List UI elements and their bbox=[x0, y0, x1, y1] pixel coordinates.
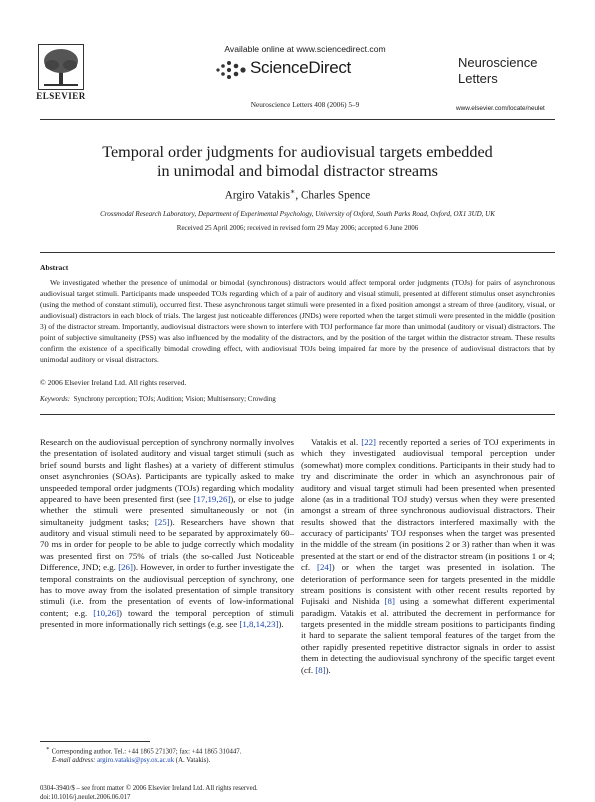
body-text: ). Researchers have shown that auditory and visual stimuli need to be separated by approximately 60–70 ms in order for people to be able to judge correctly which modality was presented first on 75% of trials (the so-called Just Noticeable Difference, JND; e.g. bbox=[40, 516, 294, 573]
footnote bbox=[40, 745, 294, 765]
citation-link[interactable]: [17,19,26] bbox=[193, 493, 231, 504]
body-column-left bbox=[40, 437, 294, 630]
author-name: Argiro Vatakis bbox=[224, 189, 290, 202]
author-name: Charles Spence bbox=[300, 189, 371, 202]
body-text: using a somewhat different experimental paradigm. Vatakis et al. attributed the decrement in performance for targets presented in the middle stream positions to participants finding it hard to separate the salient temporal features of the target from the other rapidly presented repetitive distractor signals in order to assist them in detecting the audiovisual synchrony of the specific target event (cf. bbox=[301, 596, 555, 675]
keywords-list: Synchrony perception; TOJs; Audition; Vision; Multisensory; Crowding bbox=[73, 395, 276, 403]
journal-name-line2: Letters bbox=[458, 71, 498, 86]
body-text: ) toward the temporal perception of stimuli presented in more informationally rich settings (e.g. see bbox=[40, 607, 294, 629]
abstract-top-divider bbox=[40, 252, 555, 253]
body-text: Vatakis et al. bbox=[311, 437, 362, 447]
body-text: ). bbox=[278, 619, 284, 629]
corresponding-author-mark[interactable]: ∗ bbox=[289, 187, 296, 196]
email-link[interactable]: argiro.vatakis@psy.ox.ac.uk bbox=[97, 757, 175, 765]
sciencedirect-dots-icon bbox=[214, 59, 248, 81]
body-text: ). bbox=[325, 664, 331, 675]
abstract-text: We investigated whether the presence of unimodal or bimodal (synchronous) distractors would affect temporal order judgments (TOJs) for pairs of asynchronous audiovisual target stimuli. Participants made unspeeded TOJs regarding which of a pair of auditory and visual stimuli, presented at different stimulus onset asynchronies (using the method of constant stimuli), occurred first. These asynchronous target stimuli were presented in a fixed position amongst a stream of three (auditory, visual, or audiovisual) distractors in each block of trials. The largest just noticeable differences (JNDs) were reported when the target stimuli were presented in the middle (position 3) of the distractor stream. Importantly, audiovisual distractors were shown to interfere with TOJ performance far more than unimodal (auditory or visual) distractors. The point of subjective simultaneity (PSS) was also influenced by the modality of the distractors, and by the position of the target within the distractor stream. These results confirm the existence of a specifically bimodal crowding effect, with audiovisual TOJs being impaired far more by the presence of audiovisual distractors that by unimodal auditory or visual distractors. bbox=[40, 278, 555, 364]
body-text: ), or else to judge whether the stimuli were presented simultaneously or not (in simultaneity judgment tasks; bbox=[40, 493, 294, 527]
citation-link[interactable]: [1,8,14,23] bbox=[239, 619, 279, 629]
abstract-heading: Abstract bbox=[40, 263, 69, 272]
body-text: Research on the audiovisual perception of synchrony normally involves the presentation of isolated auditory and visual target stimuli (such as brief sound bursts and light flashes) at a variety of different stimulus onset asynchronies (SOAs). Participants are typically asked to make unspeeded temporal order judgments (TOJs) regarding which modality appeared to have been presented first (see bbox=[40, 437, 294, 504]
publisher-name: ELSEVIER bbox=[36, 91, 86, 101]
author-list bbox=[40, 187, 555, 202]
body-text: recently reported a series of TOJ experiments in which they investigated audiovisual temporal perception under (somewhat) more complex conditions. Participants in their study had to try and discriminate the order in which an asynchronous pair of auditory and visual target stimuli had been presented when presented alone (as in a traditional TOJ study) versus when they were presented amongst a stream of three synchronous audiovisual distractors. Their results showed that the distractors interfered maximally with the accuracy of participants' TOJ responses when the target was presented in the middle of the stream (in positions 2 or 3) rather than when it was presented at the start or end of the distractor stream (in positions 1 or 4; cf. bbox=[301, 437, 555, 573]
footnote-divider bbox=[40, 741, 150, 742]
received-dates: Received 25 April 2006; received in revised form 29 May 2006; accepted 6 June 2006 bbox=[176, 224, 419, 232]
author-separator: , bbox=[295, 189, 301, 202]
elsevier-tree-icon bbox=[38, 44, 84, 90]
email-suffix: (A. Vatakis). bbox=[174, 757, 211, 765]
footnote-email-line bbox=[40, 756, 294, 765]
footnote-mark: ∗ bbox=[46, 746, 50, 752]
sciencedirect-logo bbox=[214, 57, 414, 83]
citation-link[interactable]: [8] bbox=[384, 596, 395, 607]
citation-link[interactable]: [24] bbox=[317, 562, 332, 573]
journal-reference: Neuroscience Letters 408 (2006) 5–9 bbox=[250, 100, 360, 109]
available-online-text: Available online at www.sciencedirect.com bbox=[224, 44, 386, 54]
body-text: ). However, in order to further investigate the temporal constraints on the audiovisual perception of synchrony, one has to move away from the isolated presentation of simple transitory stimuli (i.e. from the presentation of events of low-informational content; e.g. bbox=[40, 562, 294, 618]
front-matter-line: 0304-3940/$ – see front matter © 2006 Elsevier Ireland Ltd. All rights reserved. bbox=[40, 785, 258, 792]
doi-link[interactable]: doi:10.1016/j.neulet.2006.06.017 bbox=[40, 794, 131, 801]
abstract-bottom-divider bbox=[40, 414, 555, 415]
affiliation: Crossmodal Research Laboratory, Department of Experimental Psychology, University of Oxford, South Parks Road, Oxford, OX1 3UD, UK bbox=[100, 210, 495, 218]
article-title-line2: in unimodal and bimodal distractor streams bbox=[157, 162, 438, 180]
article-title bbox=[40, 143, 555, 181]
keywords bbox=[40, 395, 276, 403]
journal-logo bbox=[458, 55, 578, 87]
issn-block bbox=[40, 784, 340, 802]
email-label: E-mail address: bbox=[52, 757, 96, 765]
citation-link[interactable]: [10,26] bbox=[93, 607, 120, 618]
sciencedirect-wordmark: ScienceDirect bbox=[250, 58, 351, 77]
citation-link[interactable]: [8] bbox=[315, 664, 326, 675]
body-column-right bbox=[301, 437, 555, 676]
article-title-line1: Temporal order judgments for audiovisual targets embedded bbox=[102, 143, 493, 161]
abstract-copyright: © 2006 Elsevier Ireland Ltd. All rights reserved. bbox=[40, 378, 187, 387]
journal-name-line1: Neuroscience bbox=[458, 55, 538, 70]
journal-url-link[interactable]: www.elsevier.com/locate/neulet bbox=[456, 105, 545, 112]
body-text: ) or when the target was presented in isolation. The deterioration of performance seen for targets presented in the middle stream positions is consistent with other recent results reported by Fujisaki and Nishida bbox=[301, 562, 555, 607]
header-divider bbox=[40, 119, 555, 120]
citation-link[interactable]: [26] bbox=[118, 562, 133, 573]
citation-link[interactable]: [25] bbox=[154, 516, 170, 527]
elsevier-logo bbox=[30, 44, 92, 101]
footnote-contact: Corresponding author. Tel.: +44 1865 271307; fax: +44 1865 310447. bbox=[51, 748, 242, 756]
footnote-corresponding bbox=[40, 745, 294, 756]
keywords-label: Keywords: bbox=[40, 395, 71, 403]
citation-link[interactable]: [22] bbox=[361, 437, 376, 447]
